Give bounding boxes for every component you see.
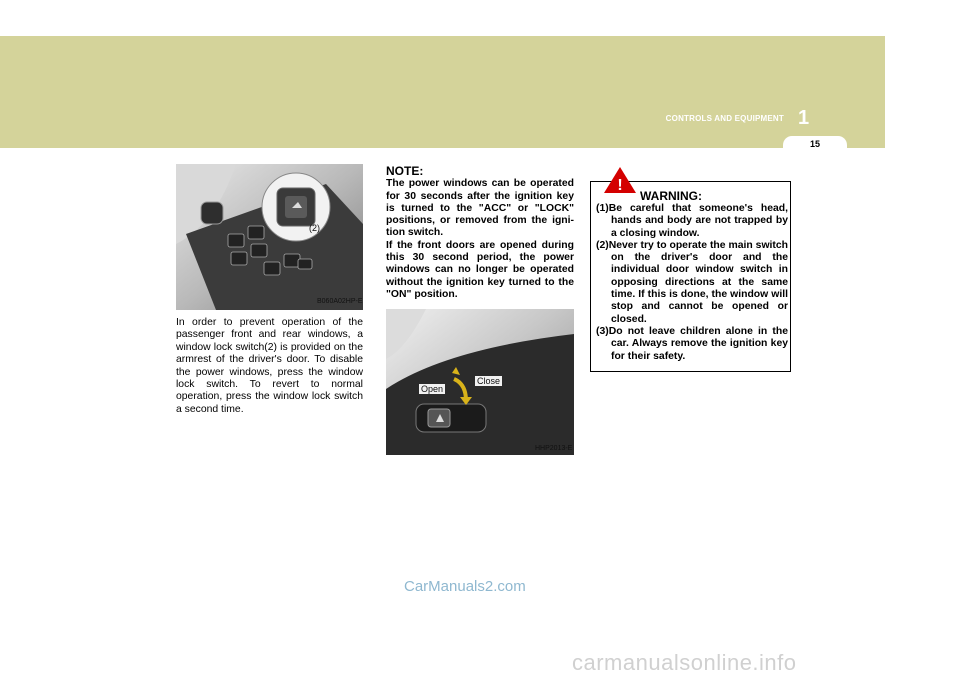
note-block [386,165,574,301]
window-lock-description: In order to prevent operation of the passenger front and rear windows, a window lock switch(2) is provided on the armrest of the driver's door. To disable the power windows, press the window lock switch. To revert to normal operation, press the window lock switch a second time. [176,317,363,415]
page-number: 15 [809,139,820,149]
warning-item: (2)Never try to operate the main switch on the driver's door and the individual door window switch in opposing directions at the same time. If this is done, the window will stop and cannot be opened or closed. [596,239,788,325]
door-panel-illustration [176,164,363,310]
warning-triangle-icon [603,166,637,194]
warning-item: (3)Do not leave children alone in the car. Always remove the ignition key for their safety. [596,325,788,362]
window-switch-photo [386,309,574,455]
warning-list [596,203,788,363]
watermark-text: carmanualsonline.info [572,650,797,675]
open-label: Open [421,384,444,394]
figure1-code: B060A02HP-E [317,298,363,305]
chapter-number: 1 [798,107,810,129]
figure2-code: HHP2013-E [535,445,573,452]
window-lock-switch-callout: (2) [309,223,320,233]
window-lock-switch-photo [176,164,363,310]
header-band [0,36,885,148]
warning-title: WARNING: [640,189,702,203]
note-paragraph: If the front doors are opened during this 30 second period, the power windows can no longer be operated without the ignition key turned to the "ON" position. [386,239,574,300]
close-label: Close [477,376,501,386]
warning-symbol: ! [617,177,623,194]
section-title: CONTROLS AND EQUIPMENT [665,114,784,123]
note-title: NOTE: [386,164,424,178]
note-paragraph: The power windows can be operated for 30 seconds after the ignition key is turned to the "ACC" or "LOCK" positions, or removed from the igni- tion switch. [386,178,574,239]
warning-item: (1)Be careful that someone's head, hands and body are not trapped by a closing window. [596,203,788,239]
watermark-link[interactable]: CarManuals2.com [404,578,526,595]
